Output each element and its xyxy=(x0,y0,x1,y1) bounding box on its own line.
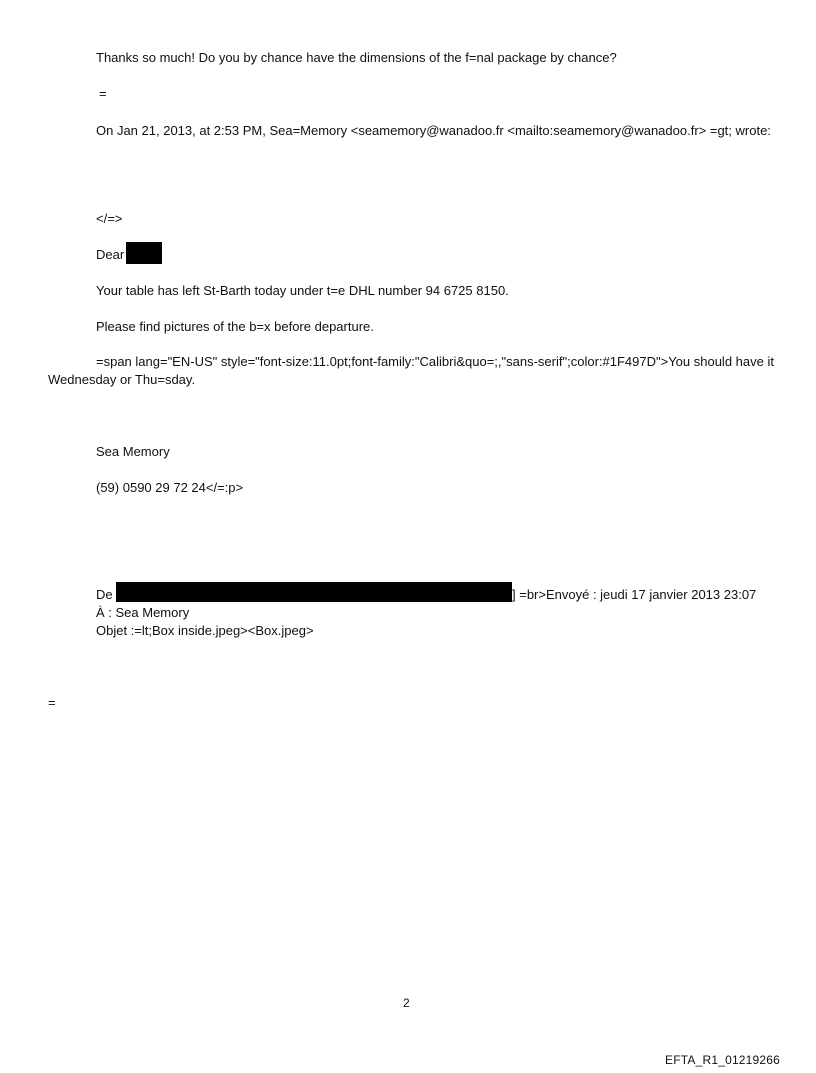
page-number: 2 xyxy=(403,996,410,1010)
reply-line: Thanks so much! Do you by chance have the dimensions of the f=nal package by chance? xyxy=(96,50,617,65)
pictures-line: Please find pictures of the b=x before departure. xyxy=(96,319,374,334)
signature-name: Sea Memory xyxy=(96,444,170,459)
span-paragraph-text: =span lang="EN-US" style="font-size:11.0pt;font-family:"Calibri&quo=;,"sans-serif";color:#1F497D">You should have it Wednesday or Thu=sday. xyxy=(48,354,774,387)
trailing-equals: = xyxy=(48,695,56,710)
redaction-box-name xyxy=(126,242,162,264)
shipping-line: Your table has left St-Barth today under t=e DHL number 94 6725 8150. xyxy=(96,283,509,298)
subject-line: Objet :=lt;Box inside.jpeg><Box.jpeg> xyxy=(96,623,314,638)
span-paragraph xyxy=(48,353,778,389)
separator-equals: = xyxy=(99,86,107,101)
signature-phone: (59) 0590 29 72 24</=:p> xyxy=(96,480,244,495)
quoted-header-text: On Jan 21, 2013, at 2:53 PM, Sea=Memory <seamemory@wanadoo.fr <mailto:seamemory@wanadoo.fr> =gt; wrote: xyxy=(96,123,771,138)
greeting: Dear xyxy=(96,247,125,262)
sent-line: ] =br>Envoyé : jeudi 17 janvier 2013 23:07 xyxy=(512,587,757,602)
quoted-header xyxy=(48,122,778,140)
from-label: De xyxy=(96,587,113,602)
redaction-box-sender xyxy=(116,582,512,602)
closing-tag-line: </=> xyxy=(96,211,123,226)
to-line: À : Sea Memory xyxy=(96,605,190,620)
document-id: EFTA_R1_01219266 xyxy=(665,1053,781,1067)
